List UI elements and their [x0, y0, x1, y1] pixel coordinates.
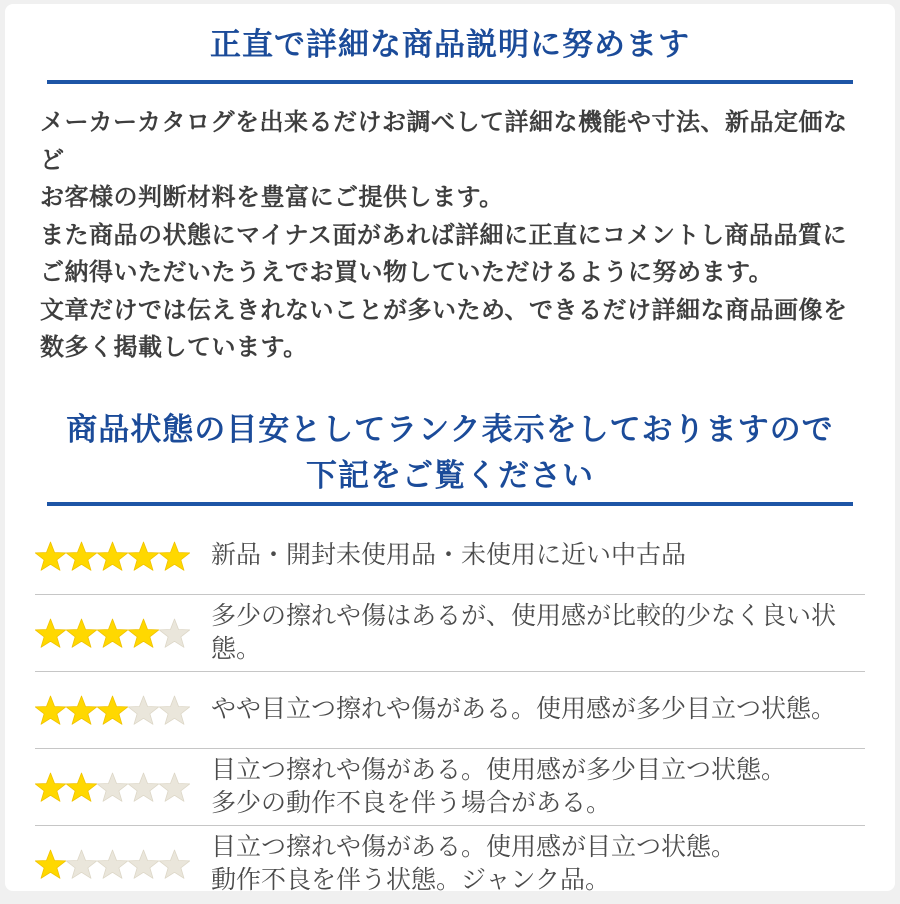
star-icon-inactive [128, 772, 159, 802]
ratings-list [35, 518, 865, 902]
rank-section-title [5, 407, 895, 499]
star-icon-inactive [159, 618, 190, 648]
star-icon-inactive [159, 849, 190, 879]
rating-row [35, 595, 865, 672]
intro-line: ご納得いただいたうえでお買い物していただけるように努めます。 [40, 259, 774, 286]
rating-description-line: 多少の動作不良を伴う場合がある。 [211, 788, 612, 817]
intro-line: お客様の判断材料を豊富にご提供します。 [40, 184, 504, 211]
star-icon-active [66, 541, 97, 571]
star-rating [35, 772, 192, 802]
star-icon-inactive [97, 849, 128, 879]
page-title: 正直で詳細な商品説明に努めます [210, 27, 690, 62]
star-rating [35, 618, 192, 648]
intro-line: 数多く掲載しています。 [40, 334, 308, 361]
star-icon-active [35, 772, 66, 802]
rating-description-line: 目立つ擦れや傷がある。使用感が多少目立つ状態。 [211, 755, 787, 784]
rating-row [35, 749, 865, 826]
star-icon-active [128, 541, 159, 571]
rating-description [211, 600, 865, 666]
star-icon-active [35, 541, 66, 571]
star-icon-active [159, 541, 190, 571]
star-icon-inactive [159, 772, 190, 802]
star-icon-inactive [128, 849, 159, 879]
star-icon-inactive [128, 695, 159, 725]
intro-line: 文章だけでは伝えきれないことが多いため、できるだけ詳細な商品画像を [40, 296, 848, 324]
rating-description [211, 693, 836, 726]
rating-description [211, 831, 736, 897]
star-icon-inactive [97, 772, 128, 802]
rating-row [35, 518, 865, 595]
star-icon-inactive [159, 695, 190, 725]
intro-paragraph [40, 104, 860, 367]
rating-description [211, 539, 686, 572]
star-icon-active [66, 695, 97, 725]
rating-description-line: 動作不良を伴う状態。ジャンク品。 [211, 865, 611, 894]
rating-description-line: 目立つ擦れや傷がある。使用感が目立つ状態。 [211, 832, 737, 861]
title-underline [47, 80, 853, 84]
star-icon-active [35, 618, 66, 648]
star-rating [35, 541, 192, 571]
rating-description-line: 新品・開封未使用品・未使用に近い中古品 [211, 541, 687, 569]
rank-section-title-line: 商品状態の目安としてランク表示をしておりますので [66, 411, 834, 447]
star-icon-active [97, 618, 128, 648]
star-rating [35, 849, 192, 879]
star-icon-active [66, 772, 97, 802]
star-icon-active [35, 695, 66, 725]
star-icon-active [35, 849, 66, 879]
rating-description [211, 754, 786, 820]
star-rating [35, 695, 192, 725]
rating-row [35, 826, 865, 902]
intro-line: メーカーカタログを出来るだけお調べして詳細な機能や寸法、新品定価など [40, 109, 848, 174]
rating-description-line: やや目立つ擦れや傷がある。使用感が多少目立つ状態。 [211, 695, 837, 723]
star-icon-active [66, 618, 97, 648]
rating-description-line: 多少の擦れや傷はあるが、使用感が比較的少なく良い状態。 [211, 601, 837, 663]
rating-row [35, 672, 865, 749]
intro-line: また商品の状態にマイナス面があれば詳細に正直にコメントし商品品質に [40, 221, 848, 249]
star-icon-active [128, 618, 159, 648]
star-icon-inactive [66, 849, 97, 879]
rank-section-title-line: 下記をご覧ください [306, 457, 594, 493]
star-icon-active [97, 541, 128, 571]
star-icon-active [97, 695, 128, 725]
rank-title-underline [47, 502, 853, 506]
content-card [5, 4, 895, 894]
